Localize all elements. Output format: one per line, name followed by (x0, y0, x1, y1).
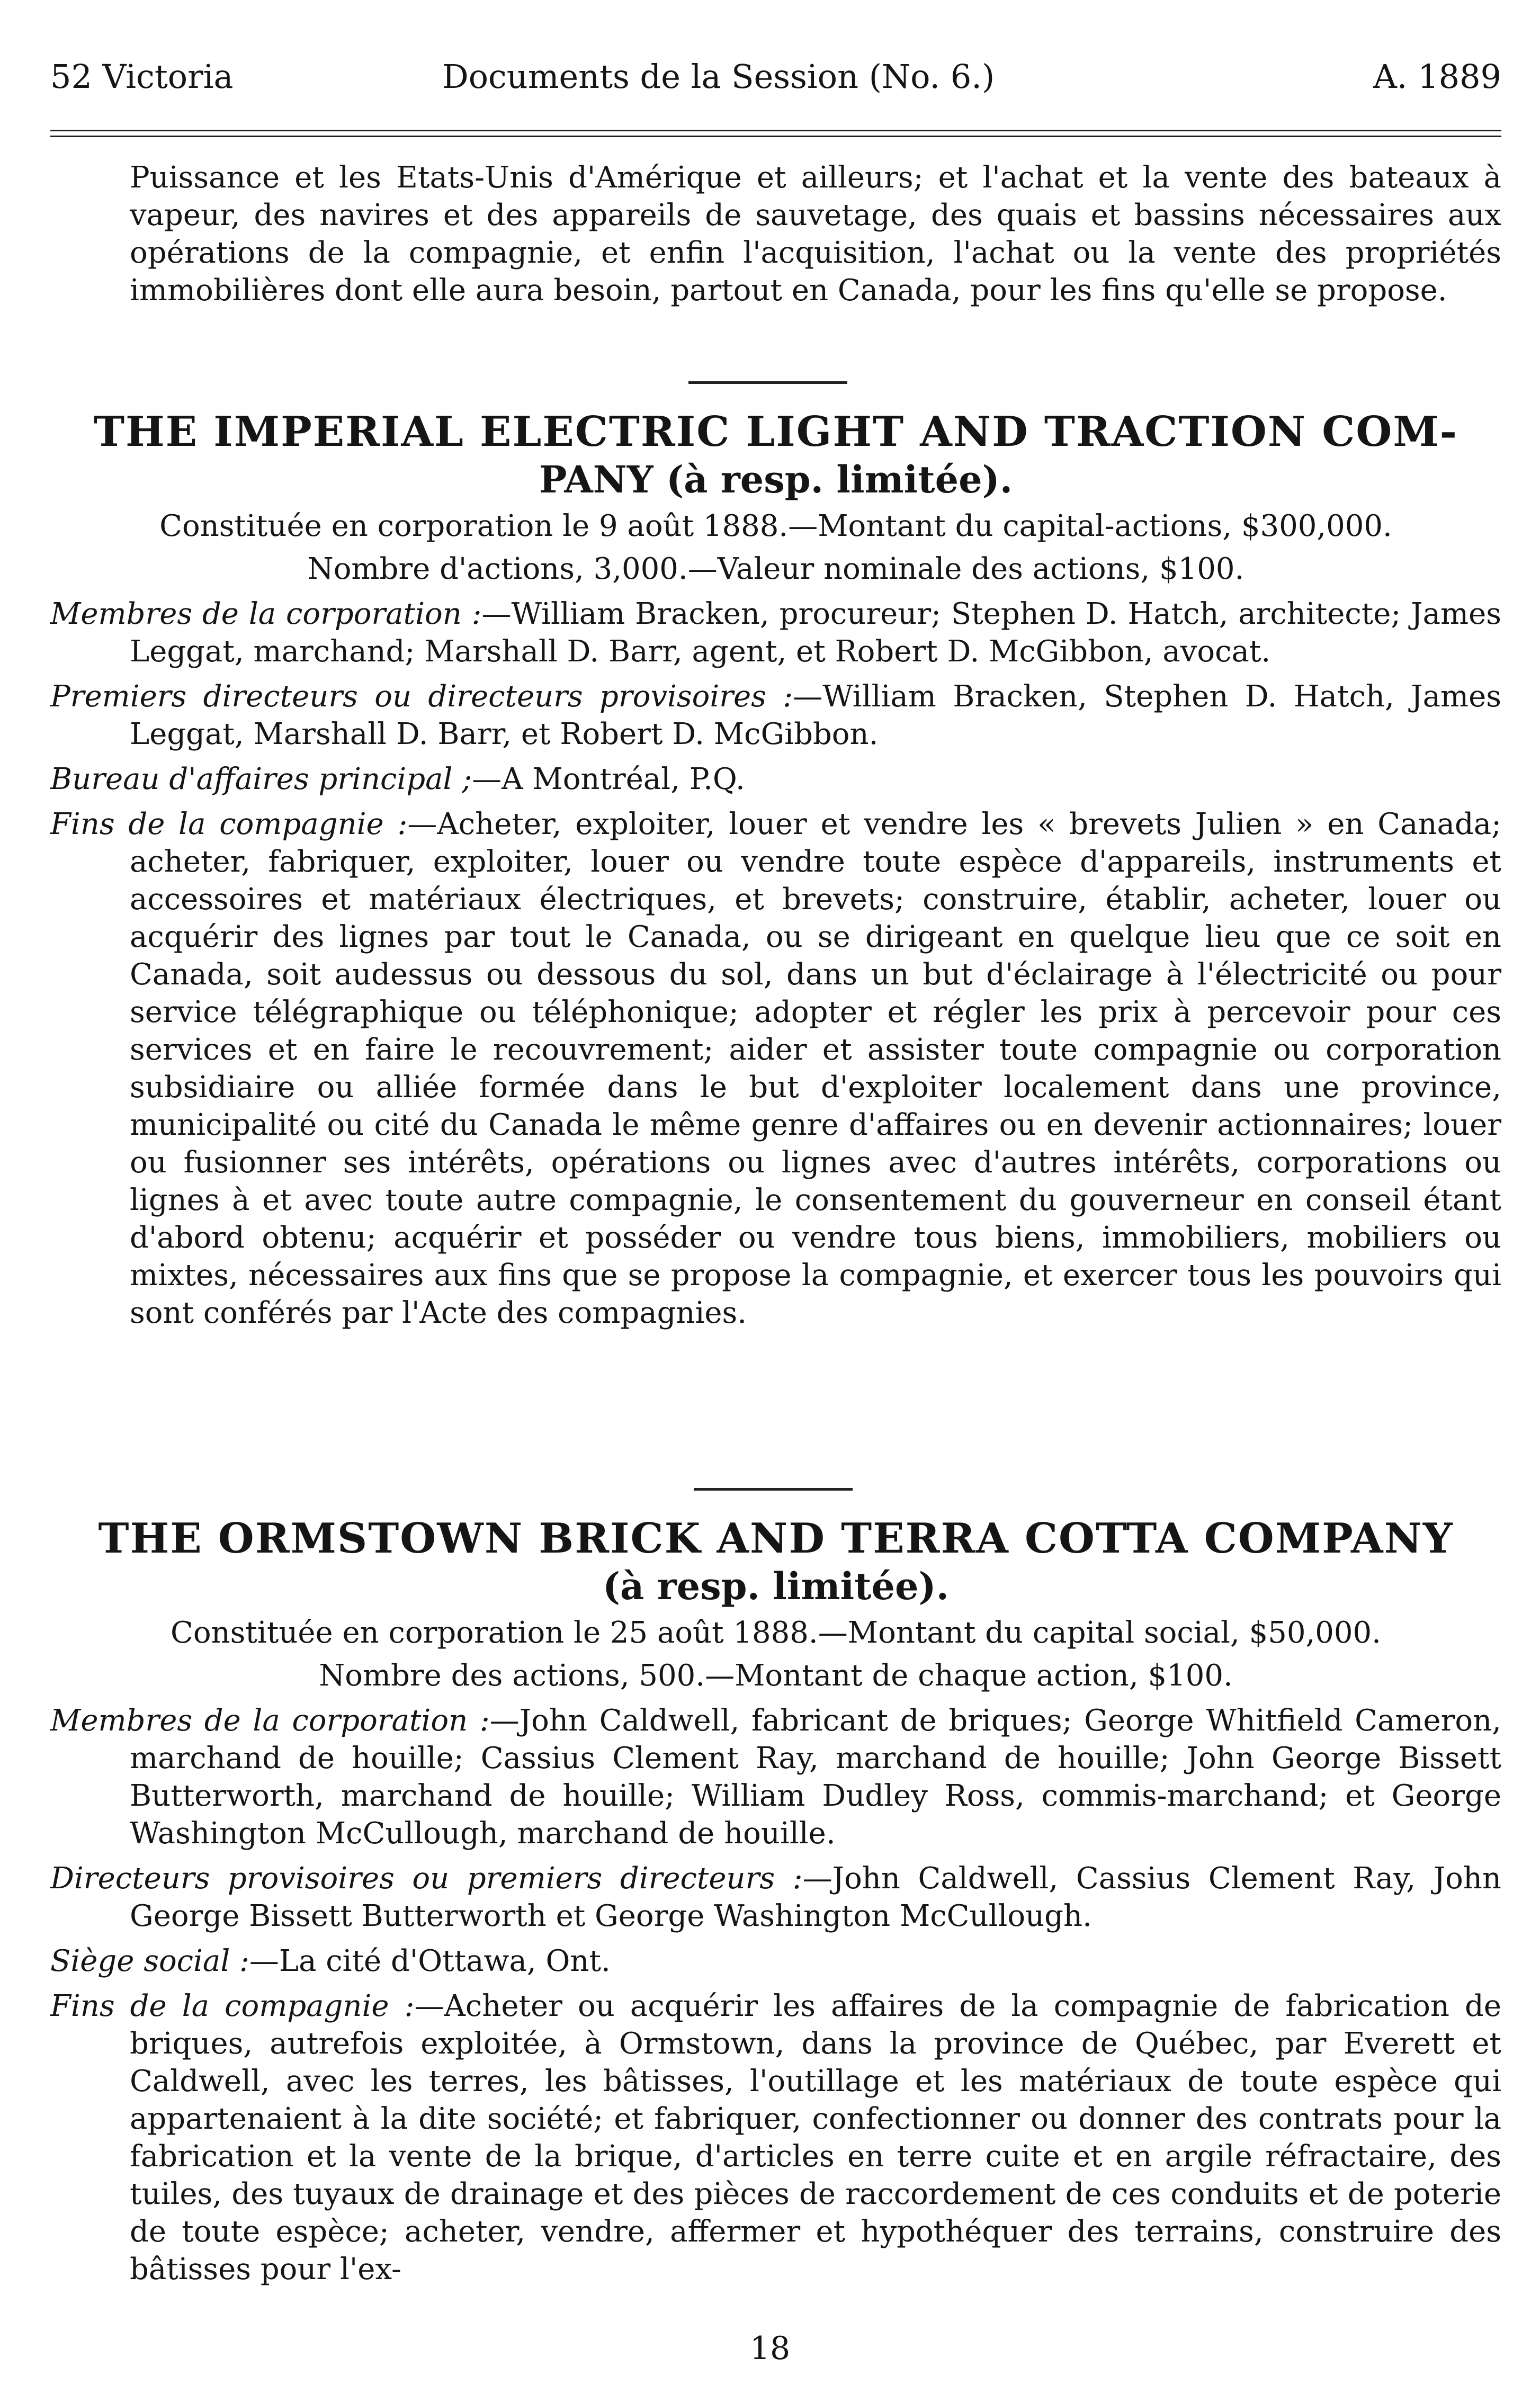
page-number: 18 (749, 2330, 791, 2367)
purpose-label: Fins de la compagnie : (50, 807, 408, 841)
shares-line: Nombre d'actions, 3,000.—Valeur nominale des actions, $100. (307, 552, 1244, 586)
section-separator (688, 381, 847, 384)
purpose-text: —Acheter ou acquérir les affaires de la compagnie de fabrication de briques, autrefois exploitée, à Ormstown, dans la province de Québec, par Everett et Caldwell, avec les terres, les bâtisses, l'outillage et les matériaux de toute espèce qui appartenaient à la dite société; et fabriquer, confectionner ou donner des contrats pour la fabrication et la vente de la brique, d'articles en terre cuite et en argile réfractaire, des tuiles, des tuyaux de drainage et des pièces de raccordement de ces conduits et de poterie de toute espèce; acheter, vendre, affermer et hypothéquer des terrains, construire des bâtisses pour l'ex- (130, 1989, 1501, 2287)
incorporation-line: Constituée en corporation le 9 août 1888.—Montant du capital-actions, $300,000. (159, 509, 1392, 543)
header-title: Documents de la Session (No. 6.) (442, 57, 995, 96)
intro-block (50, 159, 1501, 309)
purpose-paragraph (50, 1987, 1501, 2288)
directors-paragraph (50, 678, 1501, 753)
section-imperial-electric (50, 408, 1501, 1332)
header-year: A. 1889 (1373, 57, 1501, 96)
purpose-text: —Acheter, exploiter, louer et vendre les « brevets Julien » en Canada; acheter, fabriquer, exploiter, louer ou vendre toute espèce d'appareils, instruments et accessoires et matériaux électriques, et brevets; construire, établir, acheter, louer ou acquérir des lignes par tout le Canada, ou se dirigeant en quelque lieu que ce soit en Canada, soit audessus ou dessous du sol, dans un but d'éclairage à l'électricité ou pour service télégraphique ou téléphonique; adopter et régler les prix à percevoir pour ces services et en faire le recouvrement; aider et assister toute compagnie ou corporation subsidiaire ou alliée formée dans le but d'exploiter localement dans une province, municipalité ou cité du Canada le même genre d'affaires ou en devenir actionnaires; louer ou fusionner ses intérêts, opérations ou lignes avec d'autres intérêts, corporations ou lignes à et avec toute autre compagnie, le consentement du gouverneur en conseil étant d'abord obtenu; acquérir et posséder ou vendre tous biens, immobiliers, mobiliers ou mixtes, nécessaires aux fins que se propose la compagnie, et exercer tous les pouvoirs qui sont conférés par l'Acte des compagnies. (130, 807, 1502, 1330)
directors-text: —John Caldwell, Cassius Clement Ray, John George Bissett Butterworth et George Washington McCullough. (130, 1861, 1501, 1933)
incorporation-line: Constituée en corporation le 25 août 1888.—Montant du capital social, $50,000. (171, 1616, 1381, 1650)
members-text: —William Bracken, procureur; Stephen D. Hatch, architecte; James Leggat, marchand; Marshall D. Barr, agent, et Robert D. McGibbon, avocat. (130, 597, 1501, 669)
office-text: —La cité d'Ottawa, Ont. (249, 1944, 611, 1978)
members-text: —John Caldwell, fabricant de briques; George Whitfield Cameron, marchand de houille; Cassius Clement Ray, marchand de houille; John George Bissett Butterworth, marchand de houille; William Dudley Ross, commis-marchand; et George Washington McCullough, marchand de houille. (130, 1703, 1501, 1851)
members-paragraph (50, 595, 1501, 670)
members-label: Membres de la corporation : (50, 1703, 490, 1738)
shares-line: Nombre des actions, 500.—Montant de chaque action, $100. (319, 1658, 1233, 1693)
members-label: Membres de la corporation : (50, 597, 482, 631)
section-title-line1: THE ORMSTOWN BRICK AND TERRA COTTA COMPANY (98, 1514, 1454, 1563)
section-ormstown-brick (50, 1514, 1501, 2288)
intro-paragraph: Puissance et les Etats-Unis d'Amérique et ailleurs; et l'achat et la vente des bateaux à vapeur, des navires et des appareils de sauvetage, des quais et bassins nécessaires aux opérations de la compagnie, et enfin l'acquisition, l'achat ou la vente des propriétés immobilières dont elle aura besoin, partout en Canada, pour les fins qu'elle se propose. (130, 160, 1501, 308)
members-paragraph (50, 1702, 1501, 1852)
directors-label: Premiers directeurs ou directeurs provisoires : (50, 679, 793, 714)
office-paragraph (50, 1942, 1501, 1980)
section-title-line2: PANY (à resp. limitée). (539, 458, 1013, 501)
header-volume: 52 Victoria (50, 57, 234, 96)
office-label: Bureau d'affaires principal ; (50, 762, 472, 796)
directors-text: —William Bracken, Stephen D. Hatch, James Leggat, Marshall D. Barr, et Robert D. McGibbon. (130, 679, 1501, 751)
purpose-paragraph (50, 805, 1501, 1332)
section-title-line1: THE IMPERIAL ELECTRIC LIGHT AND TRACTION COM- (93, 408, 1458, 456)
running-header (50, 50, 1501, 103)
office-label: Siège social : (50, 1944, 249, 1978)
purpose-label: Fins de la compagnie : (50, 1989, 415, 2023)
section-separator (694, 1488, 853, 1491)
office-text: —A Montréal, P.Q. (472, 762, 745, 796)
directors-label: Directeurs provisoires ou premiers directeurs : (50, 1861, 803, 1896)
header-double-rule (50, 130, 1501, 137)
section-title-line2: (à resp. limitée). (602, 1564, 950, 1608)
office-paragraph (50, 760, 1501, 798)
directors-paragraph (50, 1860, 1501, 1935)
